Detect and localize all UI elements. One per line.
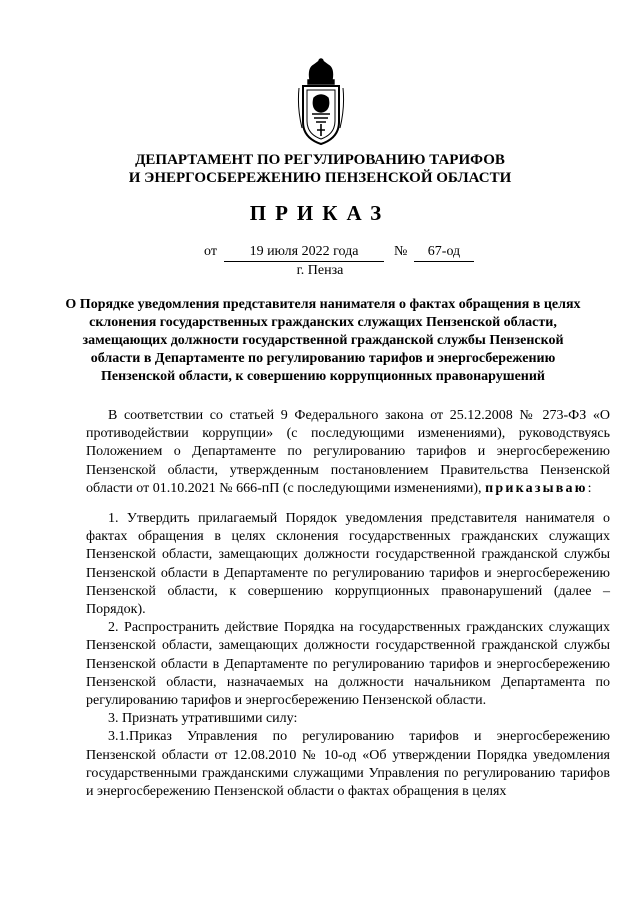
item-2-paragraph: 2. Распространить действие Порядка на государственных гражданских служащих Пензенской области, замещающих должности государственной гражданской службы Пензенской области в Департаменте по регулированию тарифов и энергосбережению Пензенской области, назначаемых на должности начальником Департамента по регулированию тарифов и энергосбережению Пензенской области. (86, 620, 610, 709)
department-name-line2: И ЭНЕРГОСБЕРЕЖЕНИЮ ПЕНЗЕНСКОЙ ОБЛАСТИ (128, 170, 512, 186)
coat-of-arms-emblem (296, 58, 346, 146)
item-3-paragraph: 3. Признать утратившими силу: (108, 711, 298, 727)
preamble-text: В соответствии со статьей 9 Федерального закона от 25.12.2008 № 273-ФЗ «О противодействии коррупции» (с последующими изменениями), руководствуясь Положением о Департаменте по регулированию тарифов и энергосбережению Пензенской области, утвержденным постановлением Правительства Пензенской области от 01.10.2021 № 666-пП (с последующими изменениями), (86, 408, 610, 496)
department-name-line1: ДЕПАРТАМЕНТ ПО РЕГУЛИРОВАНИЮ ТАРИФОВ (135, 152, 505, 168)
document-type-heading: ПРИКАЗ (249, 201, 391, 225)
date-from-label: от (204, 244, 217, 259)
preamble-paragraph (86, 407, 610, 498)
item-1-paragraph: 1. Утвердить прилагаемый Порядок уведомления представителя нанимателя о фактах обращения в целях склонения государственных гражданских служащих Пензенской области, замещающих должности государственной гражданской службы Пензенской области в Департаменте по регулированию тарифов и энергосбережению Пензенской области, к совершению коррупционных правонарушений (далее – Порядок). (86, 511, 610, 618)
order-colon: : (587, 480, 592, 496)
item-3-1-paragraph: 3.1.Приказ Управления по регулированию тарифов и энергосбережению Пензенской области от 12.08.2010 № 10-од «Об утверждении Порядка уведомления государственными гражданскими служащими Управления по регулированию тарифов и энергосбережению Пензенской области о фактах обращения в целях (86, 729, 610, 800)
document-title: О Порядке уведомления представителя нанимателя о фактах обращения в целях склонения государственных гражданских служащих Пензенской области, замещающих должности государственной гражданской службы Пензенской области в Департаменте по регулированию тарифов и энергосбережению Пензенской области, к совершению коррупционных правонарушений (65, 297, 581, 384)
number-sign: № (394, 244, 408, 259)
city-name: г. Пенза (296, 263, 344, 278)
document-body (86, 407, 610, 801)
document-number: 67-од (414, 243, 474, 262)
order-word: приказываю (485, 480, 588, 496)
document-date: 19 июля 2022 года (224, 243, 384, 262)
